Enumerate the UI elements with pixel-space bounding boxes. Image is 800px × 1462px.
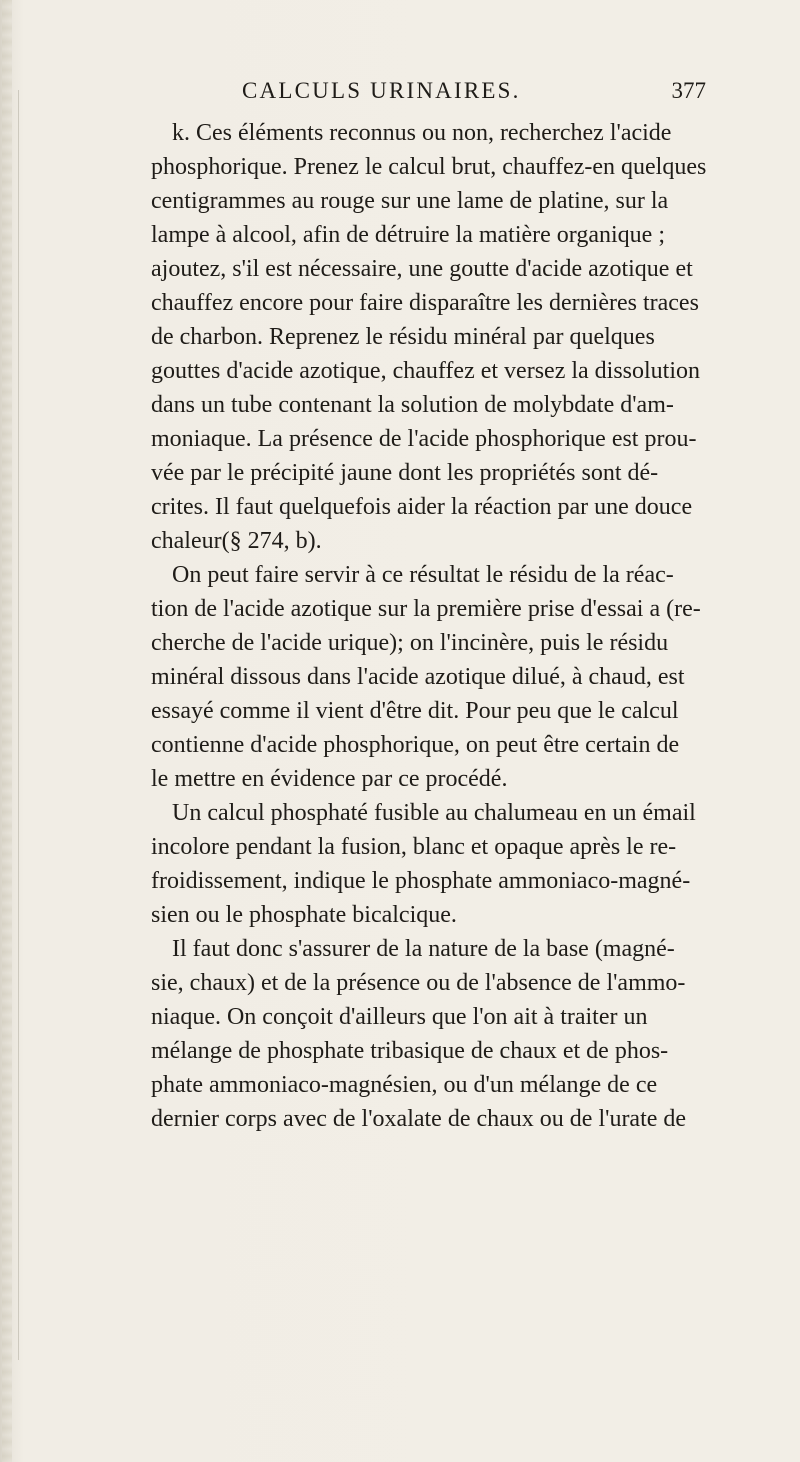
text-line: gouttes d'acide azotique, chauffez et versez la dissolution bbox=[151, 358, 701, 384]
text-line: phosphorique. Prenez le calcul brut, chauffez-en quelques bbox=[151, 154, 707, 180]
text-line: phate ammoniaco-magnésien, ou d'un mélange de ce bbox=[151, 1072, 658, 1098]
text-line: Un calcul phosphaté fusible au chalumeau en un émail bbox=[172, 800, 696, 826]
running-head: CALCULS URINAIRES. bbox=[242, 78, 521, 103]
text-line: vée par le précipité jaune dont les propriétés sont dé- bbox=[151, 460, 659, 486]
text-line: essayé comme il vient d'être dit. Pour peu que le calcul bbox=[151, 698, 679, 724]
text-line: sien ou le phosphate bicalcique. bbox=[151, 902, 457, 928]
text-line: incolore pendant la fusion, blanc et opaque après le re- bbox=[151, 834, 677, 860]
text-line: niaque. On conçoit d'ailleurs que l'on ait à traiter un bbox=[151, 1004, 648, 1030]
text-line: chauffez encore pour faire disparaître les dernières traces bbox=[151, 290, 699, 316]
text-line: Il faut donc s'assurer de la nature de la base (magné- bbox=[172, 936, 675, 962]
text-line: dans un tube contenant la solution de molybdate d'am- bbox=[151, 392, 674, 418]
text-line: lampe à alcool, afin de détruire la matière organique ; bbox=[151, 222, 665, 248]
text-line: cherche de l'acide urique); on l'incinère, puis le résidu bbox=[151, 630, 669, 656]
text-line: minéral dissous dans l'acide azotique dilué, à chaud, est bbox=[151, 664, 685, 690]
text-line: contienne d'acide phosphorique, on peut être certain de bbox=[151, 732, 680, 758]
text-line: On peut faire servir à ce résultat le résidu de la réac- bbox=[172, 562, 674, 588]
page-header bbox=[242, 78, 706, 108]
text-line: centigrammes au rouge sur une lame de platine, sur la bbox=[151, 188, 669, 214]
text-line: sie, chaux) et de la présence ou de l'absence de l'ammo- bbox=[151, 970, 686, 996]
text-line: dernier corps avec de l'oxalate de chaux ou de l'urate de bbox=[151, 1106, 687, 1132]
binding-gutter bbox=[2, 0, 12, 1462]
text-line: crites. Il faut quelquefois aider la réaction par une douce bbox=[151, 494, 693, 520]
text-line: chaleur(§ 274, b). bbox=[151, 528, 322, 554]
page-number: 377 bbox=[671, 78, 706, 103]
text-line: froidissement, indique le phosphate ammoniaco-magné- bbox=[151, 868, 691, 894]
text-line: moniaque. La présence de l'acide phosphorique est prou- bbox=[151, 426, 697, 452]
text-line: k. Ces éléments reconnus ou non, recherchez l'acide bbox=[172, 120, 672, 146]
text-line: le mettre en évidence par ce procédé. bbox=[151, 766, 508, 792]
page-edge-line bbox=[18, 90, 19, 1360]
text-line: ajoutez, s'il est nécessaire, une goutte d'acide azotique et bbox=[151, 256, 693, 282]
text-line: de charbon. Reprenez le résidu minéral par quelques bbox=[151, 324, 655, 350]
text-line: tion de l'acide azotique sur la première prise d'essai a (re- bbox=[151, 596, 701, 622]
text-line: mélange de phosphate tribasique de chaux et de phos- bbox=[151, 1038, 669, 1064]
